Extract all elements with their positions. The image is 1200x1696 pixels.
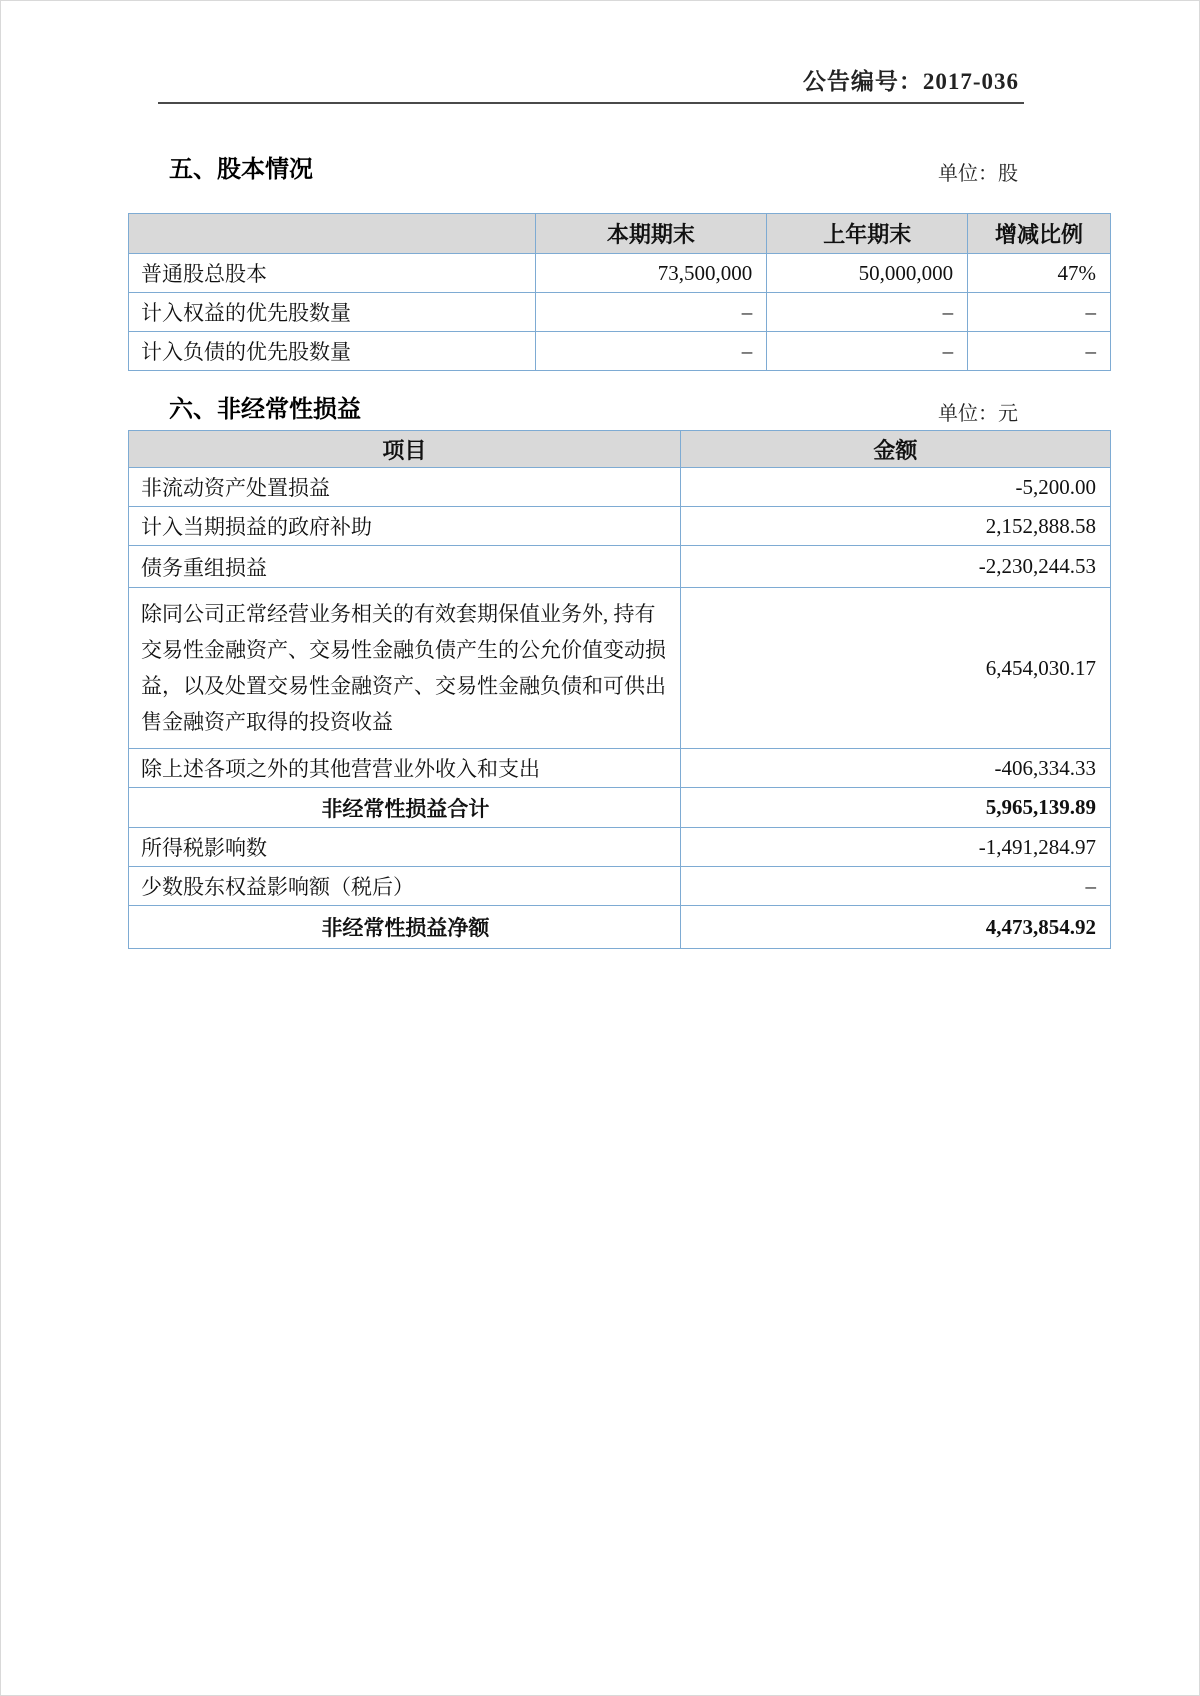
row-amount: –: [680, 867, 1110, 906]
header-divider-line: [158, 102, 1024, 104]
row-amount: 2,152,888.58: [680, 507, 1110, 546]
row-amount: 6,454,030.17: [680, 588, 1110, 749]
table-row-preferred-equity: [129, 293, 1111, 332]
column-header-amount: 金额: [680, 431, 1110, 468]
row-value-change: 47%: [968, 254, 1111, 293]
row-value-current: –: [535, 332, 767, 371]
section-title-non-recurring: 六、非经常性损益: [169, 396, 361, 423]
row-amount: -5,200.00: [680, 468, 1110, 507]
row-value-previous: –: [767, 332, 968, 371]
unit-label-yuan: 单位：元: [938, 403, 1018, 425]
row-value-previous: 50,000,000: [767, 254, 968, 293]
row-label: 计入权益的优先股数量: [129, 293, 536, 332]
row-item: 计入当期损益的政府补助: [129, 507, 681, 546]
row-item: 少数股东权益影响额（税后）: [129, 867, 681, 906]
row-amount: -406,334.33: [680, 749, 1110, 788]
row-item: 除上述各项之外的其他营营业外收入和支出: [129, 749, 681, 788]
row-item: 除同公司正常经营业务相关的有效套期保值业务外, 持有交易性金融资产、交易性金融负债产生的公允价值变动损益，以及处置交易性金融资产、交易性金融负债和可供出售金融资产取得的投资收益: [129, 588, 681, 749]
row-value-change: –: [968, 332, 1111, 371]
column-header-item: 项目: [129, 431, 681, 468]
column-header-current-period: 本期期末: [535, 214, 767, 254]
row-value-previous: –: [767, 293, 968, 332]
table-row-ordinary-shares: [129, 254, 1111, 293]
column-header-prior-year: 上年期末: [767, 214, 968, 254]
row-amount-total: 5,965,139.89: [680, 788, 1110, 828]
section-title-share-capital: 五、股本情况: [169, 156, 313, 183]
table-row-total: [129, 788, 1111, 828]
row-value-current: 73,500,000: [535, 254, 767, 293]
row-item: 债务重组损益: [129, 546, 681, 588]
table-row-debt-restructuring: [129, 546, 1111, 588]
row-label: 普通股总股本: [129, 254, 536, 293]
table-header-row: [129, 431, 1111, 468]
table-row-other-nonoperating: [129, 749, 1111, 788]
announcement-number: 公告编号：2017-036: [802, 69, 1019, 94]
row-amount: -1,491,284.97: [680, 828, 1110, 867]
table-row-fair-value-changes: [129, 588, 1111, 749]
non-recurring-table: [128, 430, 1111, 949]
unit-label-shares: 单位：股: [938, 163, 1018, 185]
table-header-row: [129, 214, 1111, 254]
table-row-minority-interest: [129, 867, 1111, 906]
table-row-preferred-liability: [129, 332, 1111, 371]
row-label: 计入负债的优先股数量: [129, 332, 536, 371]
table-row-government-subsidy: [129, 507, 1111, 546]
share-capital-table: [128, 213, 1111, 371]
column-header-change-ratio: 增减比例: [968, 214, 1111, 254]
row-item: 所得税影响数: [129, 828, 681, 867]
row-item: 非流动资产处置损益: [129, 468, 681, 507]
row-value-current: –: [535, 293, 767, 332]
table-row-income-tax: [129, 828, 1111, 867]
column-header-blank: [129, 214, 536, 254]
row-item-net-total: 非经常性损益净额: [129, 906, 681, 949]
row-item-total: 非经常性损益合计: [129, 788, 681, 828]
row-amount: -2,230,244.53: [680, 546, 1110, 588]
table-row-net-total: [129, 906, 1111, 949]
row-amount-net-total: 4,473,854.92: [680, 906, 1110, 949]
row-value-change: –: [968, 293, 1111, 332]
table-row-asset-disposal: [129, 468, 1111, 507]
